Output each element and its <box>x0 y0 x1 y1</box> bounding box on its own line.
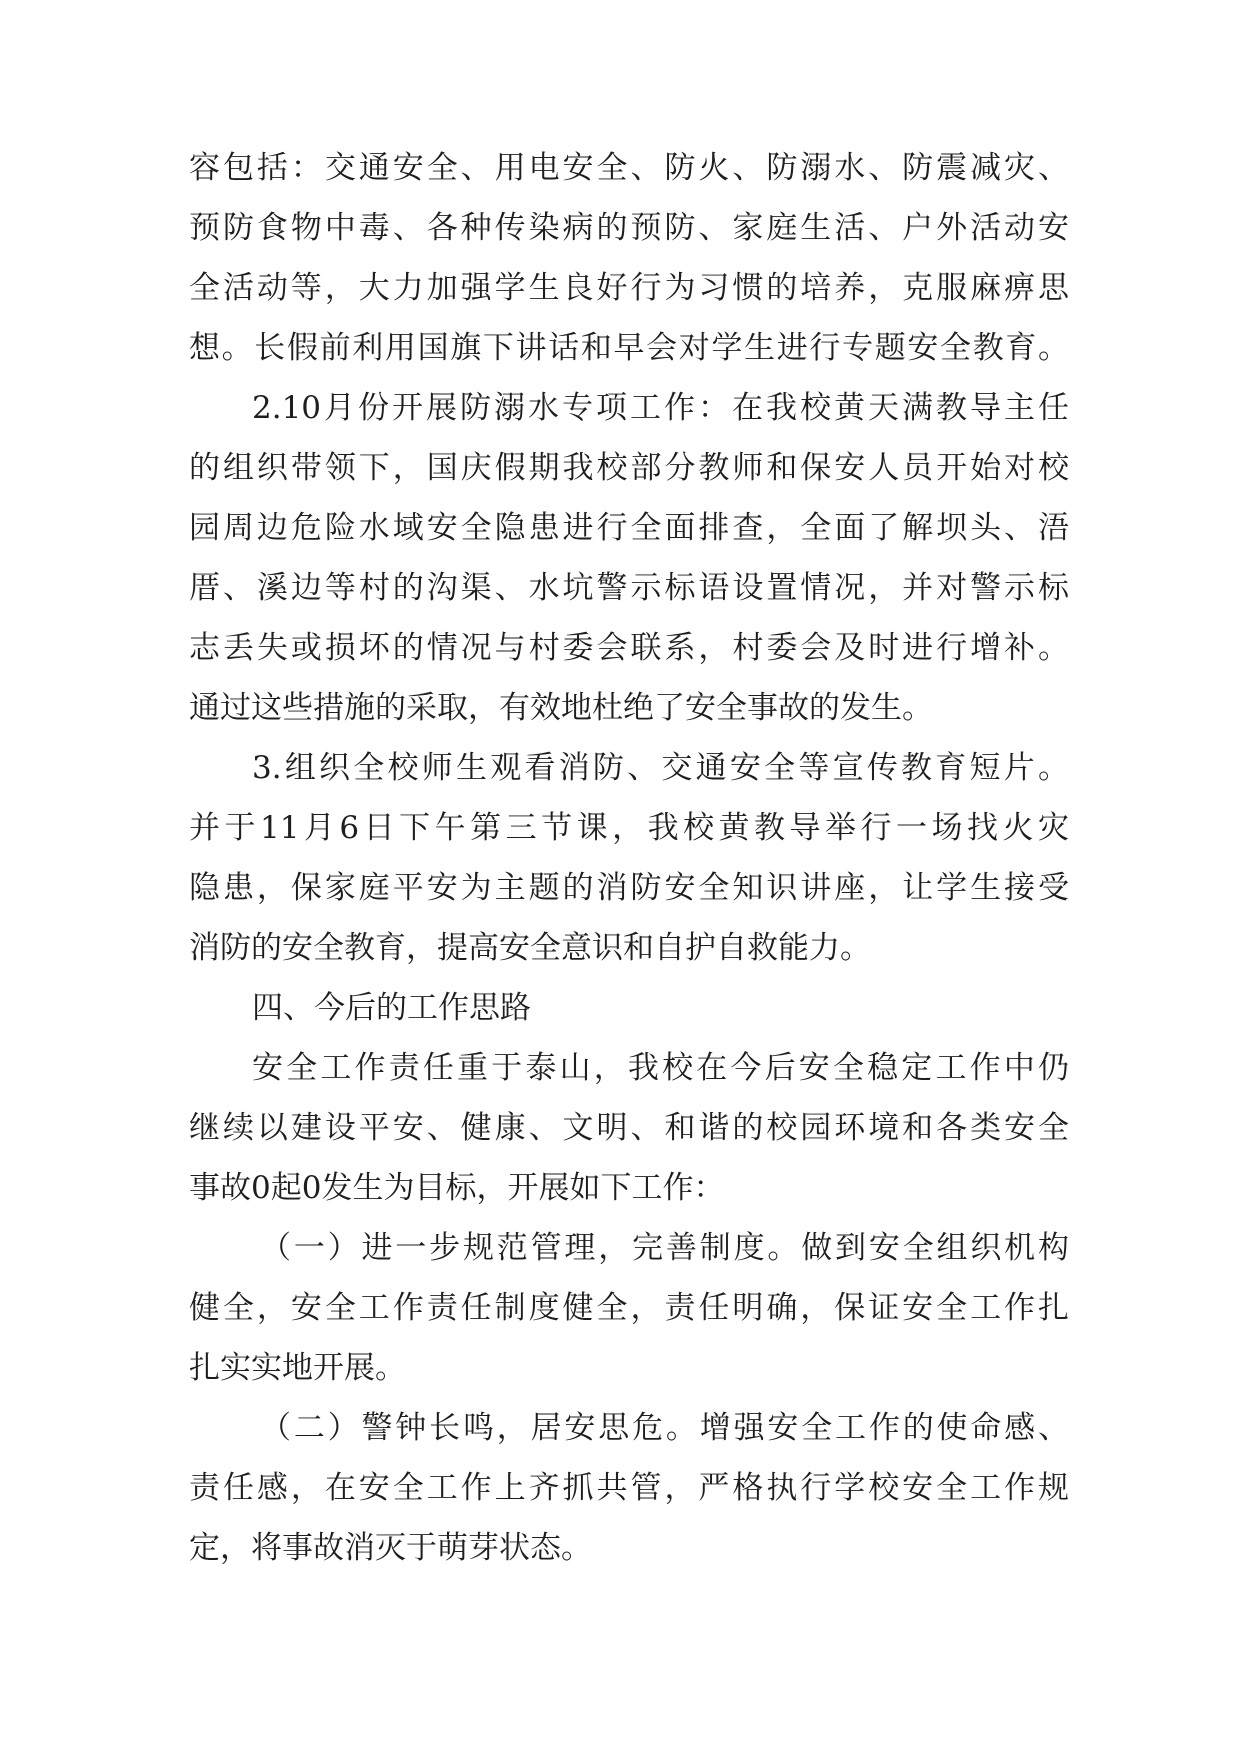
text-line: 扎实实地开展。 <box>189 1350 406 1386</box>
text-line: 通过这些措施的采取，有效地杜绝了安全事故的发生。 <box>189 690 933 726</box>
paragraph-start-line: 安全工作责任重于泰山，我校在今后安全稳定工作中仍 <box>252 1050 1069 1086</box>
text-line: 想。长假前利用国旗下讲话和早会对学生进行专题安全教育。 <box>189 330 1069 366</box>
text-line: 隐患，保家庭平安为主题的消防安全知识讲座，让学生接受 <box>189 870 1069 906</box>
text-line: 健全，安全工作责任制度健全，责任明确，保证安全工作扎 <box>189 1290 1069 1326</box>
text-line: 事故0起0发生为目标，开展如下工作： <box>189 1170 725 1206</box>
text-line: 定，将事故消灭于萌芽状态。 <box>189 1530 592 1566</box>
text-line: 预防食物中毒、各种传染病的预防、家庭生活、户外活动安 <box>189 210 1069 246</box>
section-heading: 四、今后的工作思路 <box>252 990 531 1026</box>
text-line: 继续以建设平安、健康、文明、和谐的校园环境和各类安全 <box>189 1110 1069 1146</box>
text-line: 责任感，在安全工作上齐抓共管，严格执行学校安全工作规 <box>189 1470 1069 1506</box>
text-line: 的组织带领下，国庆假期我校部分教师和保安人员开始对校 <box>189 450 1069 486</box>
paragraph-start-line: （一）进一步规范管理，完善制度。做到安全组织机构 <box>260 1230 1069 1266</box>
paragraph-start-line: 2.10月份开展防溺水专项工作：在我校黄天满教导主任 <box>252 390 1069 426</box>
paragraph-start-line: （二）警钟长鸣，居安思危。增强安全工作的使命感、 <box>260 1410 1069 1446</box>
text-line: 园周边危险水域安全隐患进行全面排查，全面了解坝头、浯 <box>189 510 1069 546</box>
text-line: 消防的安全教育，提高安全意识和自护自救能力。 <box>189 930 871 966</box>
text-line: 志丢失或损坏的情况与村委会联系，村委会及时进行增补。 <box>189 630 1069 666</box>
paragraph-start-line: 3.组织全校师生观看消防、交通安全等宣传教育短片。 <box>252 750 1069 786</box>
text-line: 容包括：交通安全、用电安全、防火、防溺水、防震减灾、 <box>189 150 1069 186</box>
text-line: 并于11月6日下午第三节课，我校黄教导举行一场找火灾 <box>189 810 1069 846</box>
text-line: 厝、溪边等村的沟渠、水坑警示标语设置情况，并对警示标 <box>189 570 1069 606</box>
text-line: 全活动等，大力加强学生良好行为习惯的培养，克服麻痹思 <box>189 270 1069 306</box>
